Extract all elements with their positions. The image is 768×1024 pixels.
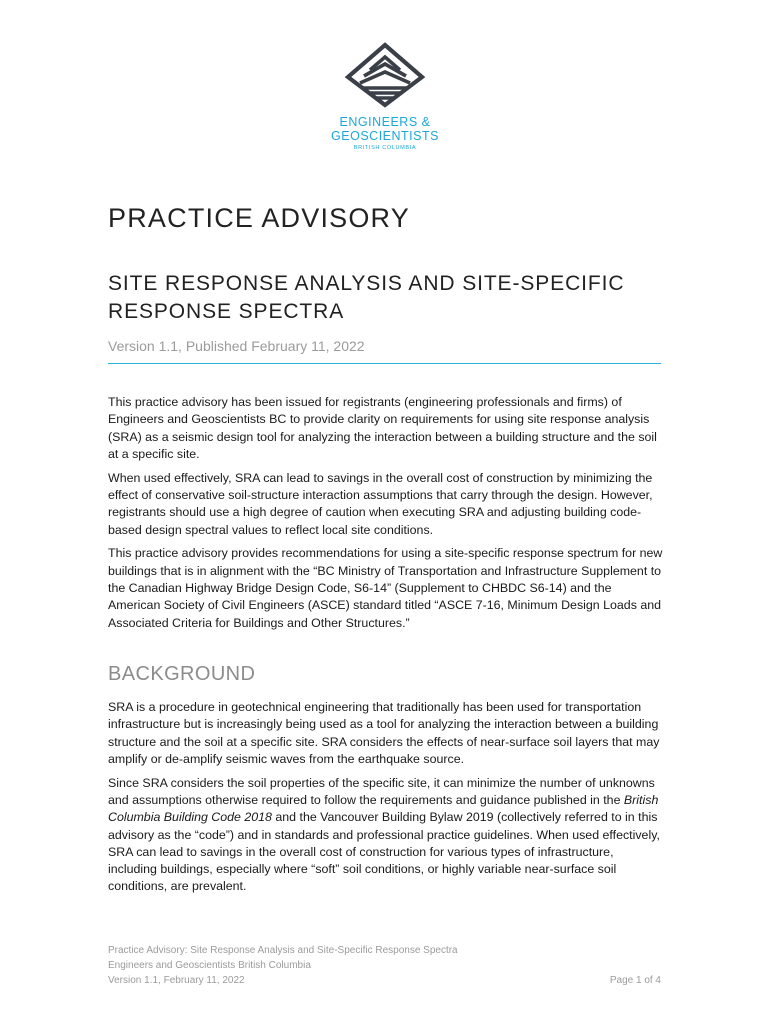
code-title-italic: British Columbia Building Code 2018	[108, 792, 659, 825]
logo-text-line2: GEOSCIENTISTS	[331, 129, 439, 143]
footer-organization: Engineers and Geoscientists British Columbia	[108, 960, 311, 971]
background-paragraph-1: SRA is a procedure in geotechnical engineering that traditionally has been used for transportation infrastructure but is increasingly being used as a tool for analyzing the interaction between a building structure and the soil at a specific site. SRA considers the effects of near-surface soil layers that may amplify or de-amplify seismic waves from the earthquake source.	[108, 700, 660, 766]
background-section	[108, 699, 663, 902]
footer-version: Version 1.1, February 11, 2022	[108, 975, 245, 986]
page-number: Page 1 of 4	[609, 975, 661, 986]
document-version: Version 1.1, Published February 11, 2022	[108, 338, 365, 354]
intro-paragraph-3: This practice advisory provides recommendations for using a site-specific response spectrum for new buildings that is in alignment with the “BC Ministry of Transportation and Infrastructure Supplement to the Canadian Highway Bridge Design Code, S6-14” (Supplement to CHBDC S6-14) and the American Society of Civil Engineers (ASCE) standard titled “ASCE 7-16, Minimum Design Loads and Associated Criteria for Buildings and Other Structures.”	[108, 546, 663, 630]
section-heading-background: BACKGROUND	[108, 663, 256, 685]
document-type: PRACTICE ADVISORY	[108, 203, 410, 233]
intro-section	[108, 394, 663, 638]
background-paragraph-2-part-1: Since SRA considers the soil properties of the specific site, it can minimize the number of unknowns and assumptions otherwise required to follow the requirements and guidance published in the	[108, 775, 655, 807]
document-title: SITE RESPONSE ANALYSIS AND SITE-SPECIFIC RESPONSE SPECTRA	[108, 272, 625, 323]
organization-logo	[330, 42, 440, 151]
background-paragraph-2-part-2: and the Vancouver Building Bylaw 2019 (collectively referred to in this advisory as the “code”) and in standards and professional practice guidelines. When used effectively, SRA can lead to savings in the overall cost of construction for various types of infrastructure, including buildings, especially where “soft” soil conditions, or highly variable near-surface soil conditions, are prevalent.	[108, 810, 660, 894]
intro-paragraph-2: When used effectively, SRA can lead to savings in the overall cost of construction by minimizing the effect of conservative soil-structure interaction assumptions that carry through the design. However, registrants should use a high degree of caution when executing SRA and adjusting building code-based design spectral values to reflect local site conditions.	[108, 470, 653, 537]
logo-text-line1: ENGINEERS &	[339, 115, 431, 129]
intro-paragraph-1: This practice advisory has been issued for registrants (engineering professionals and firms) of Engineers and Geoscientists BC to provide clarity on requirements for using site response analysis (SRA) as a seismic design tool for analyzing the interaction between a building structure and the soil at a specific site.	[108, 395, 657, 461]
page-footer	[108, 943, 661, 988]
diamond-logo-icon	[344, 42, 426, 108]
background-paragraph-2	[108, 775, 663, 896]
logo-text-line3: BRITISH COLUMBIA	[353, 145, 417, 151]
footer-doc-title: Practice Advisory: Site Response Analysis and Site-Specific Response Spectra	[108, 945, 458, 956]
header-divider	[108, 363, 661, 364]
